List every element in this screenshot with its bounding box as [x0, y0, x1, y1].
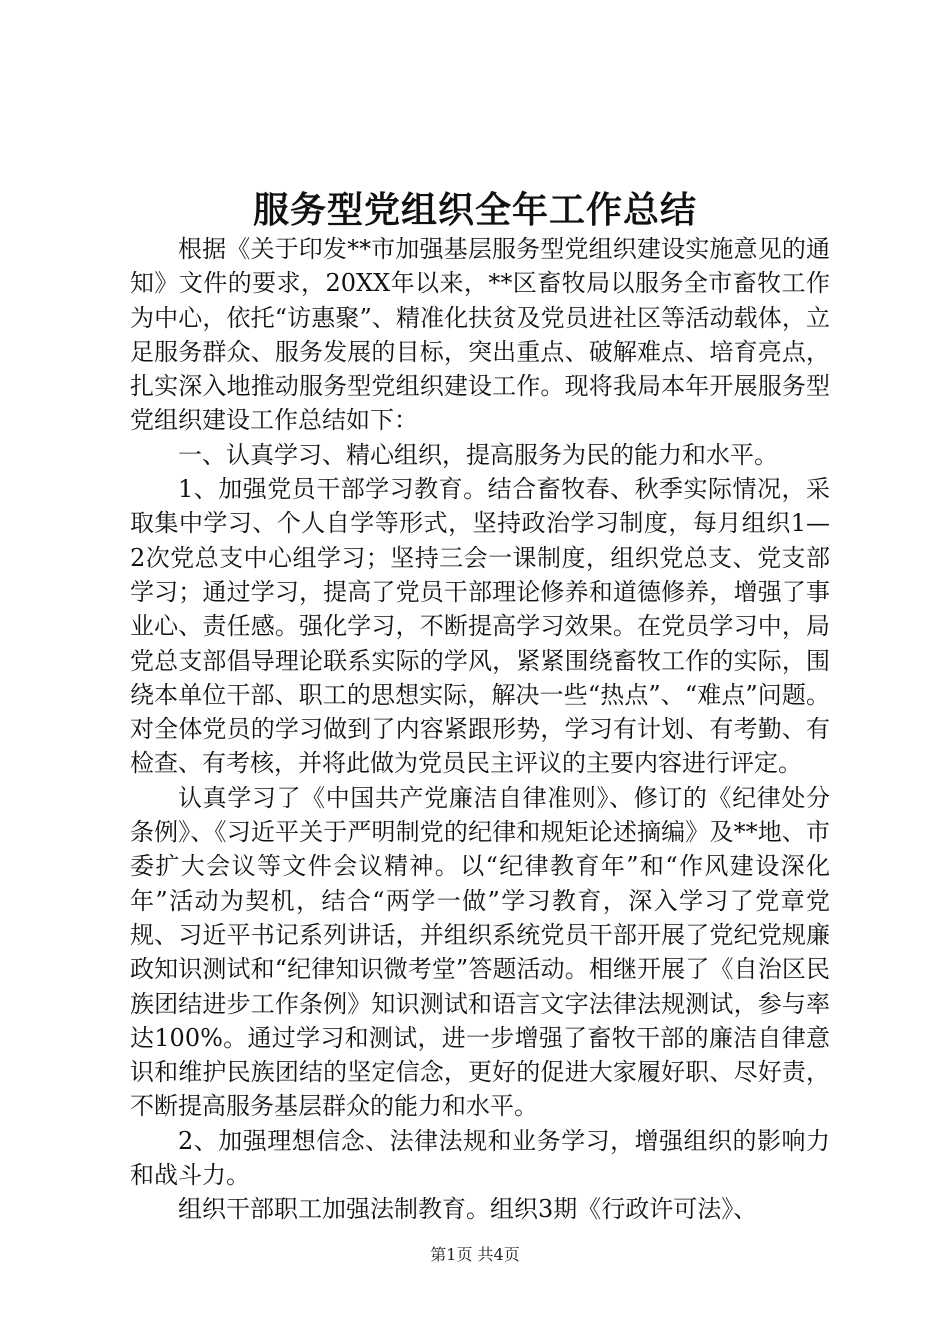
paragraph-legal-education: 组织干部职工加强法制教育。组织3期《行政许可法》、 — [178, 1195, 758, 1224]
paragraph-item-1: 1、加强党员干部学习教育。结合畜牧春、秋季实际情况，采取集中学习、个人自学等形式，坚持政治学习制度，每月组织1—2次党总支中心组学习；坚持三会一课制度，组织党总支、党支部学习；通过学习，提高了党员干部理论修养和道德修养，增强了事业心、责任感。强化学习，不断提高学习效果。在党员学习中，局党总支部倡导理论联系实际的学风，紧紧围绕畜牧工作的实际，围绕本单位干部、职工的思想实际，解决一些“热点”、“难点”问题。对全体党员的学习做到了内容紧跟形势，学习有计划、有考勤、有检查、有考核，并将此做为党员民主评议的主要内容进行评定。 — [130, 475, 830, 778]
paragraph-section-heading-1: 一、认真学习、精心组织，提高服务为民的能力和水平。 — [178, 440, 778, 469]
page-number-footer: 第1页 共4页 — [430, 1245, 520, 1264]
paragraph-intro: 根据《关于印发**市加强基层服务型党组织建设实施意见的通知》文件的要求，20XX年以来，**区畜牧局以服务全市畜牧工作为中心，依托“访惠聚”、精准化扶贫及党员进社区等活动载体，立足服务群众、服务发展的目标，突出重点、破解难点、培育亮点，扎实深入地推动服务型党组织建设工作。现将我局本年开展服务型党组织建设工作总结如下： — [130, 235, 830, 435]
paragraph-study-details: 认真学习了《中国共产党廉洁自律准则》、修订的《纪律处分条例》、《习近平关于严明制党的纪律和规矩论述摘编》及**地、市委扩大会议等文件会议精神。以“纪律教育年”和“作风建设深化年”活动为契机，结合“两学一做”学习教育，深入学习了党章党规、习近平书记系列讲话，并组织系统党员干部开展了党纪党规廉政知识测试和“纪律知识微考堂”答题活动。相继开展了《自治区民族团结进步工作条例》知识测试和语言文字法律法规测试，参与率达100%。通过学习和测试，进一步增强了畜牧干部的廉洁自律意识和维护民族团结的坚定信念，更好的促进大家履好职、尽好责，不断提高服务基层群众的能力和水平。 — [130, 783, 830, 1121]
document-body — [130, 232, 830, 1227]
document-title: 服务型党组织全年工作总结 — [252, 189, 697, 231]
paragraph-item-2: 2、加强理想信念、法律法规和业务学习，增强组织的影响力和战斗力。 — [130, 1126, 830, 1190]
